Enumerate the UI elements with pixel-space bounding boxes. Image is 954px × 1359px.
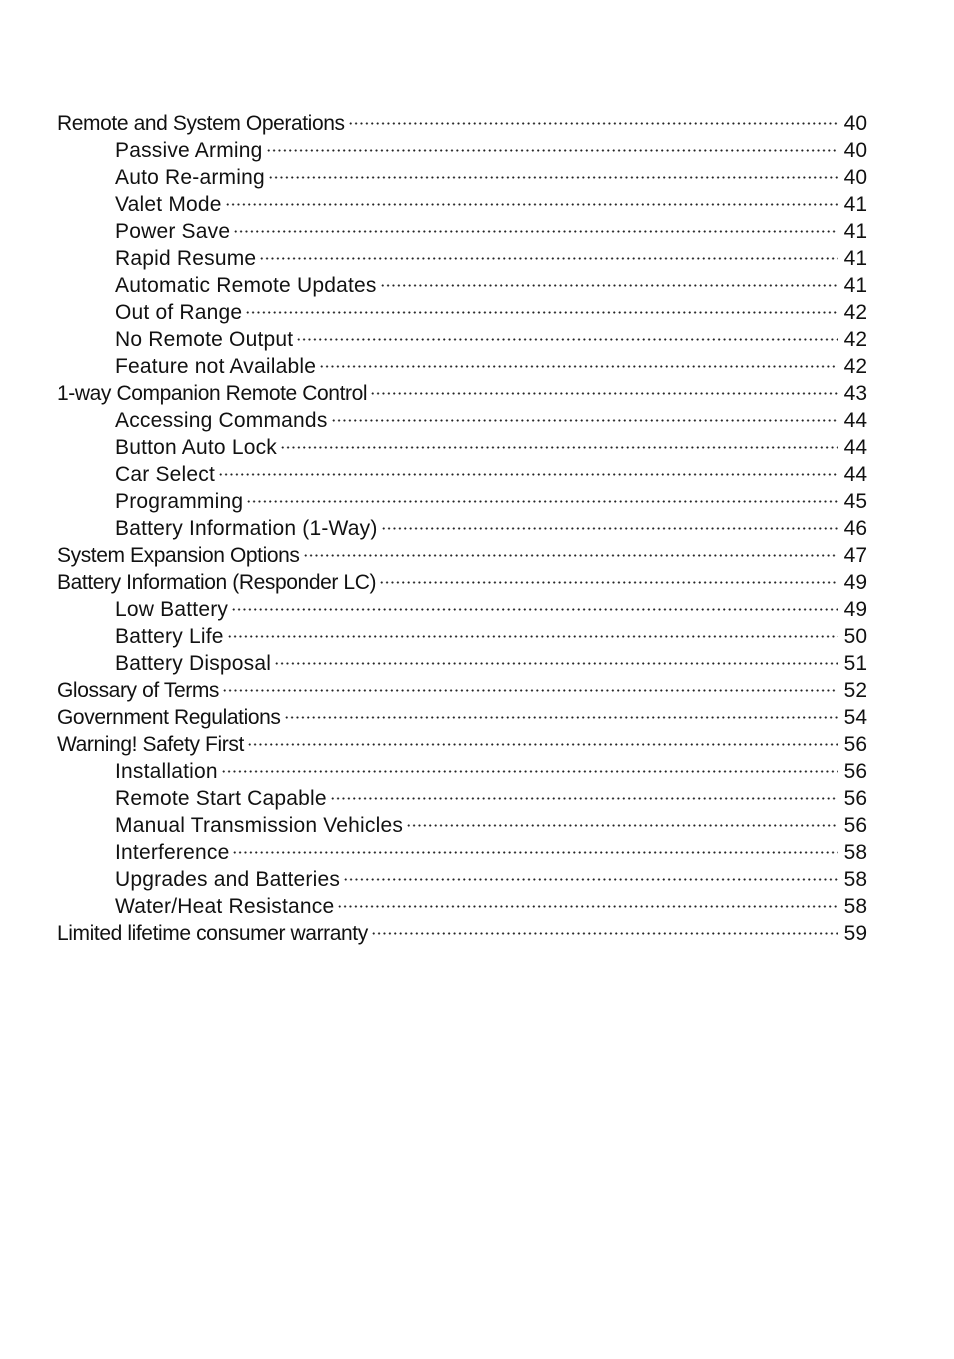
dot-leader: [370, 392, 838, 395]
toc-entry-page-number: 50: [843, 625, 867, 648]
toc-entry-page-number: 42: [843, 328, 867, 351]
toc-entry-title: Out of Range: [115, 301, 243, 324]
toc-subsection-entry: [57, 164, 867, 191]
toc-subsection-entry: [57, 218, 867, 245]
toc-entry-title: Installation: [115, 760, 218, 783]
toc-entry-page-number: 45: [843, 490, 867, 513]
toc-subsection-entry: [57, 758, 867, 785]
toc-subsection-entry: [57, 272, 867, 299]
toc-entry-title: Accessing Commands: [115, 409, 328, 432]
toc-entry-page-number: 41: [843, 247, 867, 270]
toc-subsection-entry: [57, 191, 867, 218]
toc-subsection-entry: [57, 461, 867, 488]
dot-leader: [231, 608, 838, 611]
toc-entry-title: System Expansion Options: [57, 544, 300, 567]
toc-entry-page-number: 56: [843, 787, 867, 810]
dot-leader: [225, 203, 838, 206]
toc-entry-title: Government Regulations: [57, 706, 281, 729]
toc-entry-title: Water/Heat Resistance: [115, 895, 335, 918]
dot-leader: [247, 743, 838, 746]
toc-entry-page-number: 58: [843, 841, 867, 864]
toc-entry-page-number: 58: [843, 868, 867, 891]
toc-entry-page-number: 56: [843, 733, 867, 756]
toc-entry-page-number: 58: [843, 895, 867, 918]
toc-subsection-entry: [57, 326, 867, 353]
dot-leader: [337, 905, 838, 908]
dot-leader: [319, 365, 838, 368]
dot-leader: [380, 284, 838, 287]
toc-entry-page-number: 41: [843, 220, 867, 243]
toc-subsection-entry: [57, 866, 867, 893]
dot-leader: [284, 716, 839, 719]
toc-entry-page-number: 56: [843, 760, 867, 783]
toc-entry-page-number: 40: [843, 166, 867, 189]
dot-leader: [233, 230, 838, 233]
toc-entry-title: Button Auto Lock: [115, 436, 277, 459]
toc-subsection-entry: [57, 407, 867, 434]
dot-leader: [343, 878, 838, 881]
dot-leader: [232, 851, 838, 854]
toc-entry-title: Upgrades and Batteries: [115, 868, 341, 891]
dot-leader: [266, 149, 838, 152]
toc-entry-title: Interference: [115, 841, 230, 864]
toc-section-entry: [57, 920, 867, 947]
toc-subsection-entry: [57, 623, 867, 650]
toc-subsection-entry: [57, 245, 867, 272]
toc-entry-title: Automatic Remote Updates: [115, 274, 377, 297]
toc-entry-title: Feature not Available: [115, 355, 317, 378]
toc-entry-title: Warning! Safety First: [57, 733, 244, 756]
toc-entry-page-number: 52: [843, 679, 867, 702]
table-of-contents: [57, 110, 867, 947]
toc-entry-page-number: 49: [843, 598, 867, 621]
toc-subsection-entry: [57, 650, 867, 677]
dot-leader: [379, 581, 838, 584]
toc-section-entry: [57, 731, 867, 758]
toc-entry-page-number: 41: [843, 193, 867, 216]
toc-section-entry: [57, 542, 867, 569]
toc-entry-page-number: 43: [843, 382, 867, 405]
toc-entry-page-number: 56: [843, 814, 867, 837]
toc-section-entry: [57, 704, 867, 731]
toc-section-entry: [57, 569, 867, 596]
toc-subsection-entry: [57, 515, 867, 542]
toc-subsection-entry: [57, 488, 867, 515]
toc-entry-page-number: 46: [843, 517, 867, 540]
toc-section-entry: [57, 677, 867, 704]
dot-leader: [227, 635, 838, 638]
toc-entry-title: Auto Re-arming: [115, 166, 265, 189]
toc-subsection-entry: [57, 785, 867, 812]
dot-leader: [371, 932, 838, 935]
dot-leader: [274, 662, 838, 665]
toc-entry-page-number: 51: [843, 652, 867, 675]
toc-entry-page-number: 47: [843, 544, 867, 567]
toc-entry-page-number: 59: [843, 922, 867, 945]
toc-section-entry: [57, 110, 867, 137]
toc-entry-title: Limited lifetime consumer warranty: [57, 922, 368, 945]
dot-leader: [381, 527, 838, 530]
toc-subsection-entry: [57, 434, 867, 461]
toc-subsection-entry: [57, 812, 867, 839]
dot-leader: [245, 311, 838, 314]
dot-leader: [331, 419, 838, 422]
dot-leader: [296, 338, 838, 341]
dot-leader: [221, 770, 838, 773]
dot-leader: [218, 473, 838, 476]
toc-entry-title: Valet Mode: [115, 193, 222, 216]
toc-entry-title: Passive Arming: [115, 139, 263, 162]
dot-leader: [280, 446, 838, 449]
toc-subsection-entry: [57, 839, 867, 866]
toc-entry-title: Programming: [115, 490, 244, 513]
dot-leader: [330, 797, 838, 800]
dot-leader: [348, 122, 838, 125]
toc-subsection-entry: [57, 353, 867, 380]
toc-subsection-entry: [57, 893, 867, 920]
toc-subsection-entry: [57, 299, 867, 326]
dot-leader: [268, 176, 838, 179]
dot-leader: [246, 500, 838, 503]
toc-subsection-entry: [57, 137, 867, 164]
toc-entry-title: Rapid Resume: [115, 247, 257, 270]
toc-subsection-entry: [57, 596, 867, 623]
toc-entry-title: Power Save: [115, 220, 231, 243]
toc-entry-title: Remote and System Operations: [57, 112, 345, 135]
dot-leader: [222, 689, 838, 692]
toc-entry-page-number: 42: [843, 301, 867, 324]
toc-entry-title: Glossary of Terms: [57, 679, 220, 702]
toc-entry-page-number: 44: [843, 463, 867, 486]
toc-entry-title: Battery Information (1-Way): [115, 517, 378, 540]
toc-entry-title: Battery Disposal: [115, 652, 272, 675]
dot-leader: [259, 257, 838, 260]
toc-section-entry: [57, 380, 867, 407]
toc-entry-page-number: 44: [843, 436, 867, 459]
dot-leader: [406, 824, 838, 827]
toc-entry-page-number: 42: [843, 355, 867, 378]
toc-entry-title: Battery Life: [115, 625, 224, 648]
toc-entry-title: Battery Information (Responder LC): [57, 571, 377, 594]
toc-entry-title: Car Select: [115, 463, 216, 486]
toc-entry-page-number: 54: [843, 706, 867, 729]
toc-entry-title: No Remote Output: [115, 328, 294, 351]
toc-entry-title: Remote Start Capable: [115, 787, 327, 810]
toc-entry-title: Low Battery: [115, 598, 229, 621]
toc-entry-title: Manual Transmission Vehicles: [115, 814, 404, 837]
toc-entry-page-number: 41: [843, 274, 867, 297]
toc-entry-title: 1-way Companion Remote Control: [57, 382, 368, 405]
toc-entry-page-number: 40: [843, 139, 867, 162]
dot-leader: [303, 554, 838, 557]
toc-entry-page-number: 40: [843, 112, 867, 135]
toc-entry-page-number: 49: [843, 571, 867, 594]
toc-entry-page-number: 44: [843, 409, 867, 432]
